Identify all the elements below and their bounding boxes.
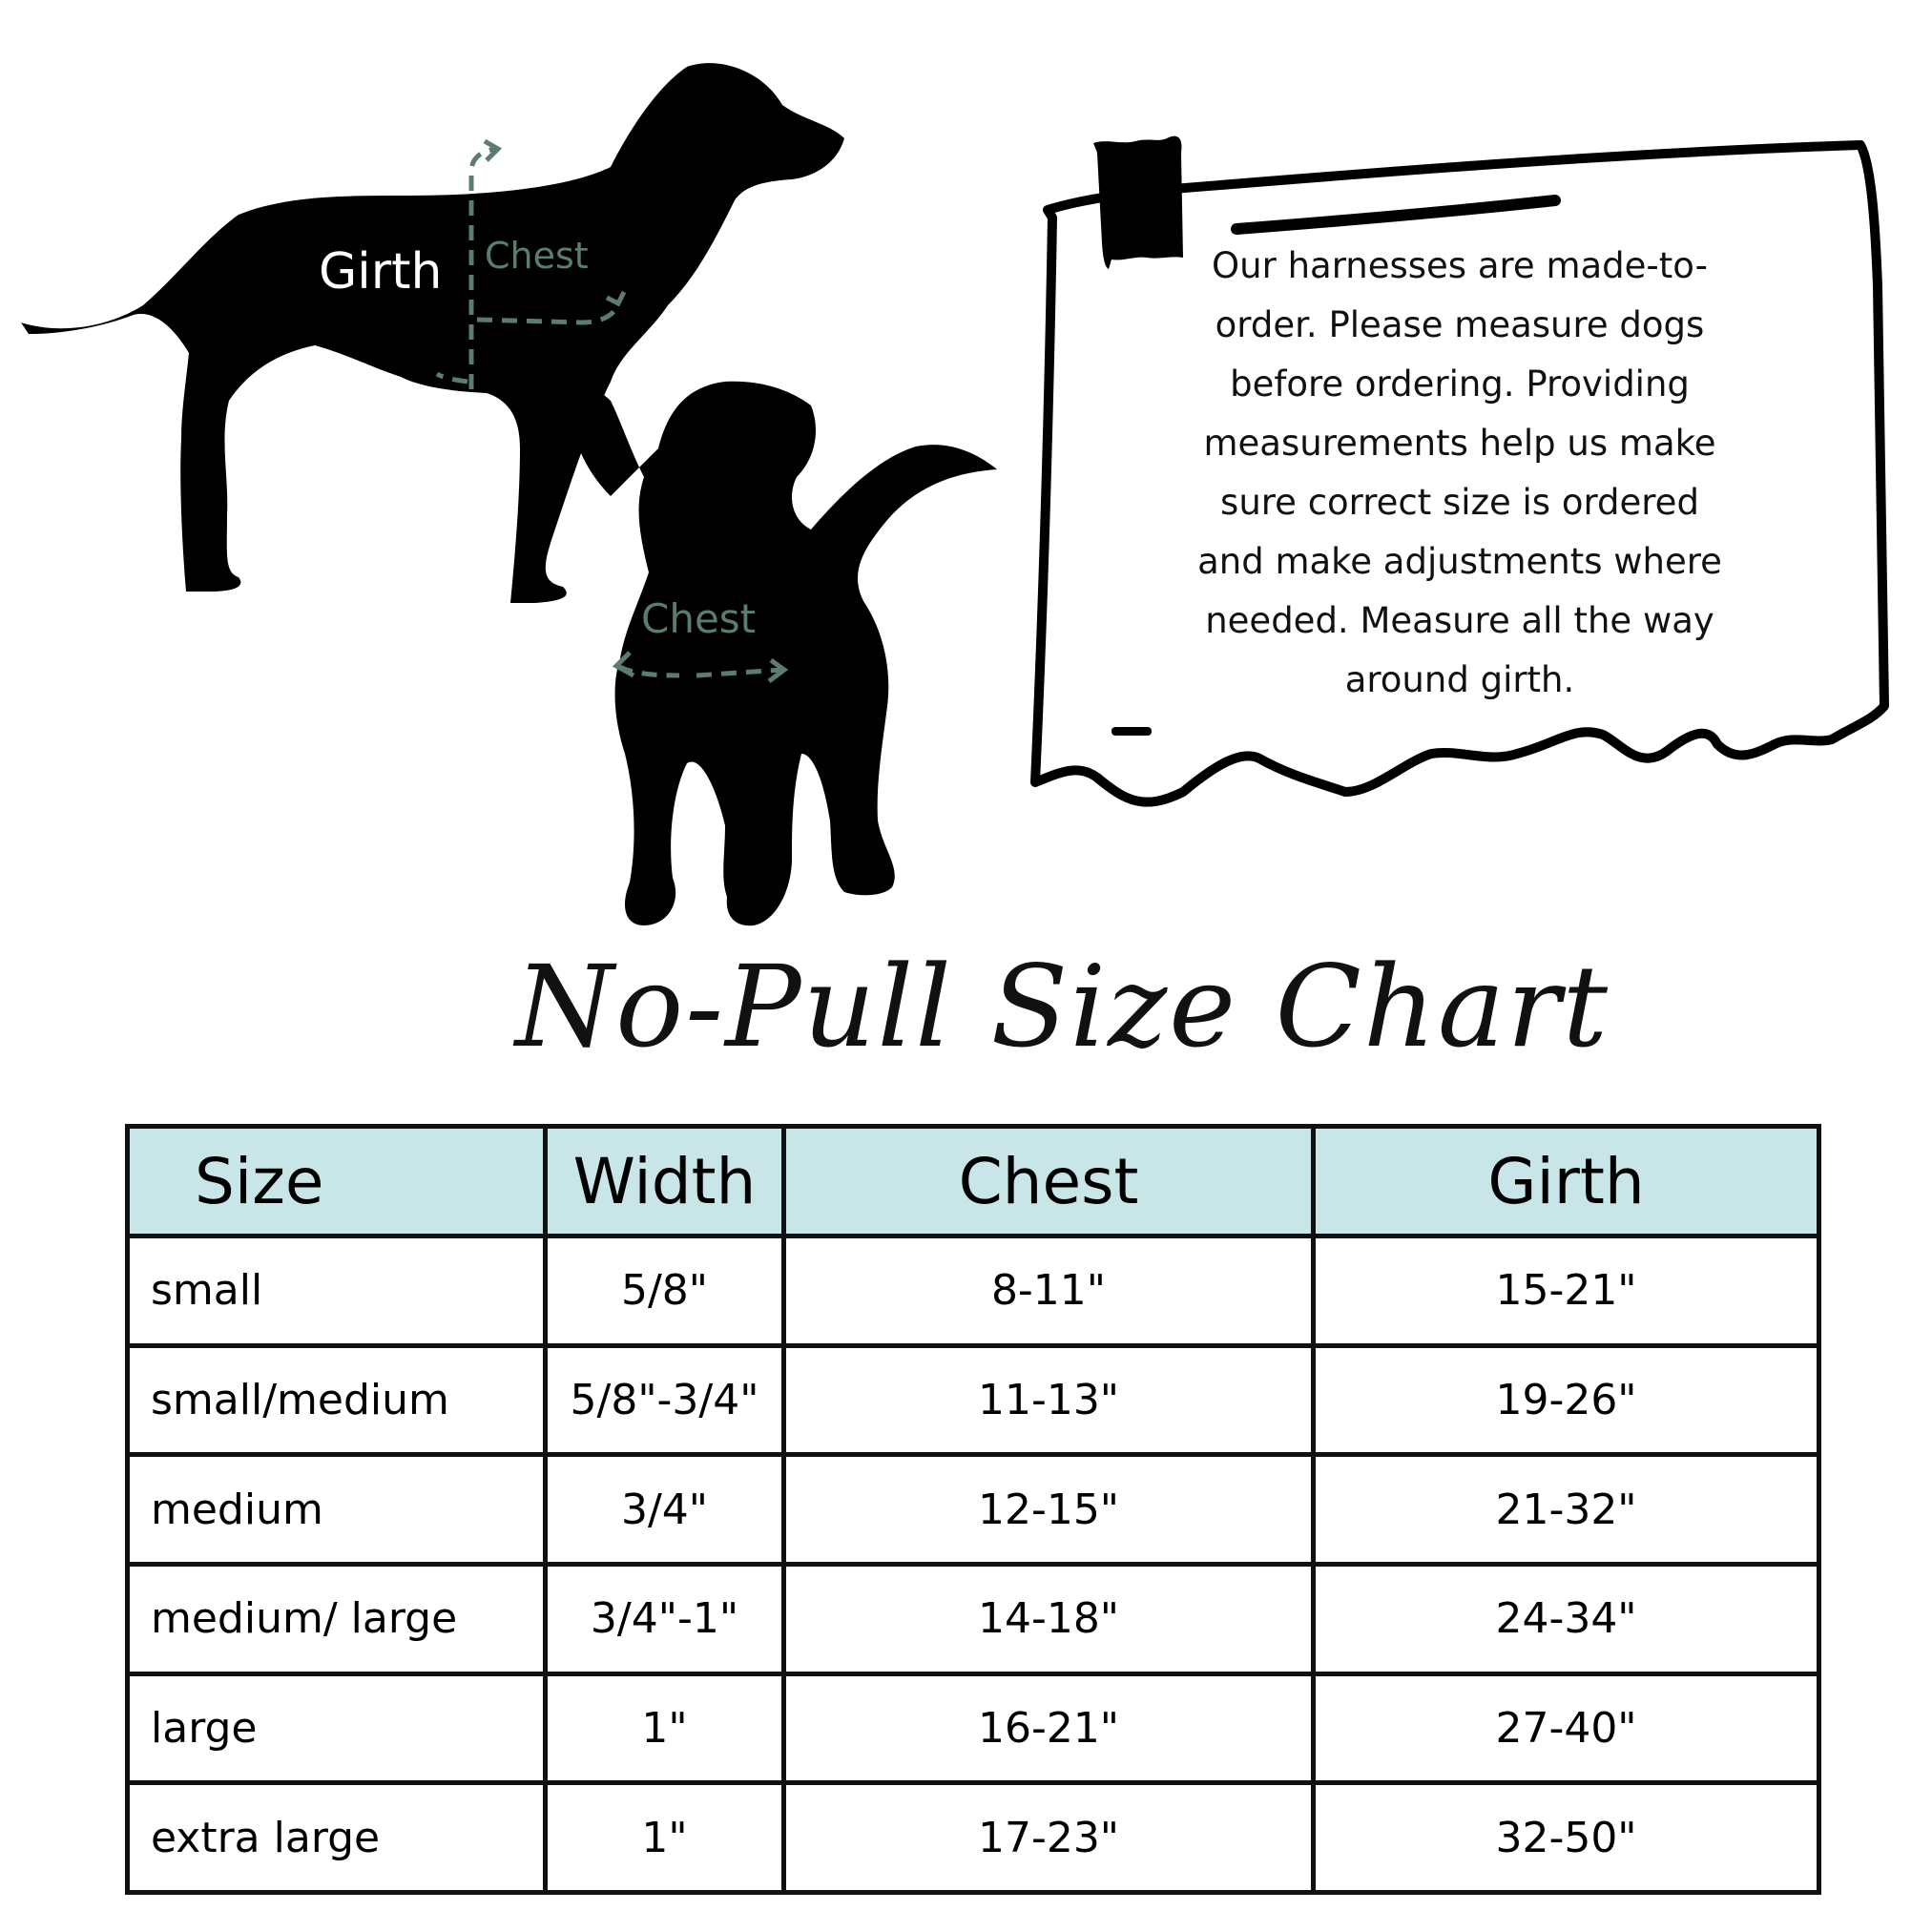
girth-cell: 24-34" xyxy=(1314,1564,1819,1673)
header-chest: Chest xyxy=(784,1127,1314,1236)
chart-title: No-Pull Size Chart xyxy=(515,941,1610,1072)
measurement-note: Our harnesses are made-to-order. Please measure dogs before ordering. Providing measurements help us make sure correct size is ordered and make adjustments where needed. Measure all the way around girth. xyxy=(1197,245,1722,700)
size-cell: large xyxy=(128,1673,546,1783)
header-width: Width xyxy=(546,1127,784,1236)
header-size: Size xyxy=(128,1127,546,1236)
width-cell: 1" xyxy=(546,1673,784,1783)
tape-strip xyxy=(1093,136,1183,269)
header-girth: Girth xyxy=(1314,1127,1819,1236)
chest-cell: 16-21" xyxy=(784,1673,1314,1783)
girth-cell: 19-26" xyxy=(1314,1345,1819,1455)
table-row xyxy=(128,1673,1819,1783)
girth-cell: 15-21" xyxy=(1314,1236,1819,1346)
girth-cell: 27-40" xyxy=(1314,1673,1819,1783)
table-row xyxy=(128,1783,1819,1893)
width-cell: 3/4"-1" xyxy=(546,1564,784,1673)
puppy-silhouette xyxy=(572,382,997,925)
table-row xyxy=(128,1345,1819,1455)
adult-chest-label: Chest xyxy=(485,235,589,277)
size-cell: extra large xyxy=(128,1783,546,1893)
girth-cell: 32-50" xyxy=(1314,1783,1819,1893)
size-chart-table xyxy=(125,1124,1821,1895)
table-row xyxy=(128,1236,1819,1346)
table-header-row xyxy=(128,1127,1819,1236)
size-cell: small xyxy=(128,1236,546,1346)
girth-cell: 21-32" xyxy=(1314,1455,1819,1565)
girth-label: Girth xyxy=(319,243,443,301)
width-cell: 1" xyxy=(546,1783,784,1893)
chest-cell: 12-15" xyxy=(784,1455,1314,1565)
puppy-chest-label: Chest xyxy=(641,595,757,642)
size-cell: small/medium xyxy=(128,1345,546,1455)
chest-cell: 8-11" xyxy=(784,1236,1314,1346)
table-row xyxy=(128,1564,1819,1673)
size-cell: medium/ large xyxy=(128,1564,546,1673)
width-cell: 5/8"-3/4" xyxy=(546,1345,784,1455)
chest-cell: 17-23" xyxy=(784,1783,1314,1893)
table-row xyxy=(128,1455,1819,1565)
chest-cell: 14-18" xyxy=(784,1564,1314,1673)
width-cell: 3/4" xyxy=(546,1455,784,1565)
width-cell: 5/8" xyxy=(546,1236,784,1346)
chest-cell: 11-13" xyxy=(784,1345,1314,1455)
size-cell: medium xyxy=(128,1455,546,1565)
note-dash-mark xyxy=(1111,727,1152,736)
